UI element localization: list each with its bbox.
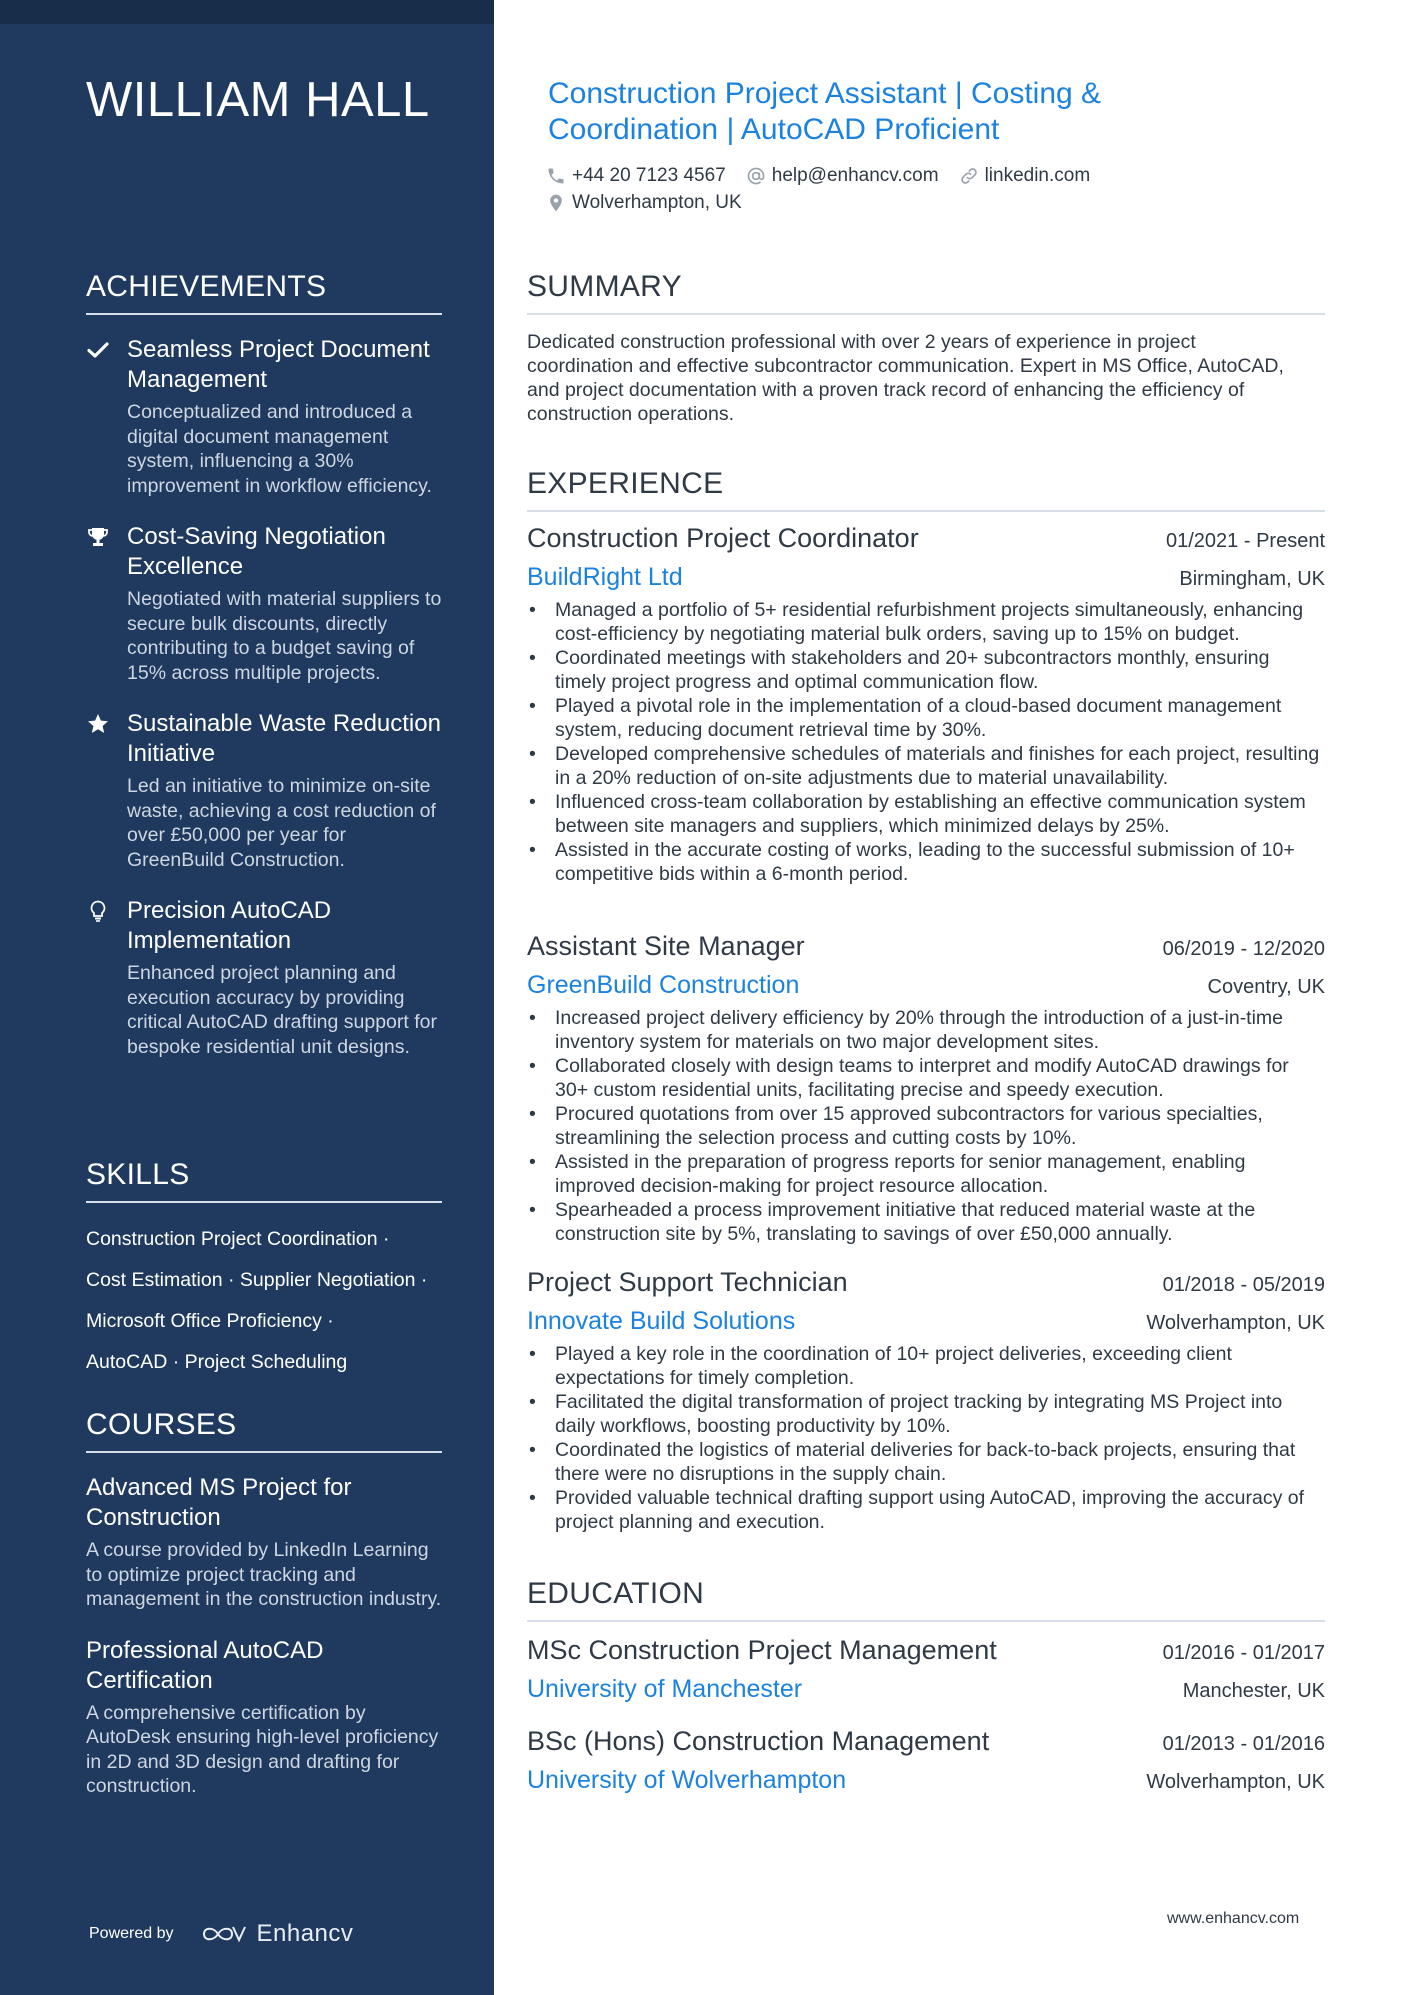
contact-phone[interactable]	[546, 165, 726, 187]
trophy-icon	[86, 525, 110, 549]
job-dates: 01/2021 - Present	[1166, 530, 1325, 552]
company-name[interactable]: BuildRight Ltd	[527, 563, 683, 591]
course-title: Professional AutoCAD Certification	[86, 1636, 324, 1694]
experience-heading: EXPERIENCE	[527, 467, 1325, 512]
degree-title: MSc Construction Project Management	[527, 1635, 997, 1665]
achievement-item	[86, 335, 442, 498]
contact-email[interactable]	[746, 165, 939, 187]
bullet-item: • Facilitated the digital transformation of project tracking by integrating MS Project into daily workflows, boosting productivity by 10%.	[527, 1390, 1325, 1438]
location-pin-icon	[546, 193, 566, 213]
job-location: Birmingham, UK	[1179, 568, 1325, 590]
education-heading: EDUCATION	[527, 1577, 1325, 1622]
bullet-item: • Played a pivotal role in the implementation of a cloud-based document management system, reducing document retrieval time by 30%.	[527, 694, 1325, 742]
achievement-title: Seamless Project Document Management	[127, 336, 430, 393]
candidate-name: WILLIAM HALL	[86, 73, 430, 127]
job-dates: 01/2018 - 05/2019	[1162, 1274, 1325, 1296]
summary-heading: SUMMARY	[527, 270, 1325, 315]
contact-row-location	[546, 192, 762, 214]
bullet-item: • Assisted in the accurate costing of works, leading to the successful submission of 10+ competitive bids within a 6-month period.	[527, 838, 1325, 886]
school-name[interactable]: University of Wolverhampton	[527, 1766, 847, 1794]
achievement-desc: Conceptualized and introduced a digital document management system, influencing a 30% improvement in workflow efficiency.	[127, 401, 432, 497]
job-location: Wolverhampton, UK	[1146, 1312, 1325, 1334]
bullet-item: • Procured quotations from over 15 approved subcontractors for various specialties, streamlining the selection process and cutting costs by 10%.	[527, 1102, 1325, 1150]
email-text: help@enhancv.com	[771, 165, 939, 186]
powered-by	[89, 1920, 353, 1948]
achievement-item	[86, 522, 442, 685]
achievements-heading: ACHIEVEMENTS	[86, 270, 442, 315]
bullet-item: • Provided valuable technical drafting support using AutoCAD, improving the accuracy of project planning and execution.	[527, 1486, 1325, 1534]
job-bullets	[527, 598, 1325, 886]
lightbulb-icon	[86, 899, 110, 923]
bullet-item: • Played a key role in the coordination of 10+ project deliveries, exceeding client expectations for timely completion.	[527, 1342, 1325, 1390]
job-dates: 06/2019 - 12/2020	[1162, 938, 1325, 960]
footer-url[interactable]: www.enhancv.com	[1167, 1910, 1300, 1927]
skill-line: Microsoft Office Proficiency ·	[86, 1310, 334, 1332]
check-icon	[86, 338, 110, 362]
company-name[interactable]: GreenBuild Construction	[527, 971, 800, 999]
achievement-desc: Led an initiative to minimize on-site waste, achieving a cost reduction of over £50,000 per year for GreenBuild Construction.	[127, 775, 436, 871]
education-dates: 01/2016 - 01/2017	[1162, 1642, 1325, 1664]
achievement-desc: Negotiated with material suppliers to secure bulk discounts, directly contributing to a budget saving of 15% across multiple projects.	[127, 588, 442, 684]
job-entry	[527, 931, 1325, 1246]
bullet-item: • Assisted in the preparation of progress reports for senior management, enabling improved decision-making for project resource allocation.	[527, 1150, 1325, 1198]
achievement-item	[86, 709, 442, 872]
course-item	[86, 1636, 442, 1799]
bullet-item: • Collaborated closely with design teams to interpret and modify AutoCAD drawings for 30+ custom residential units, facilitating precise and speedy execution.	[527, 1054, 1325, 1102]
achievement-desc: Enhanced project planning and execution accuracy by providing critical AutoCAD drafting support for bespoke residential unit designs.	[127, 962, 437, 1058]
job-title: Construction Project Coordinator	[527, 523, 919, 553]
skill-line: Construction Project Coordination ·	[86, 1228, 390, 1250]
courses-section	[86, 1408, 442, 1799]
bullet-item: • Coordinated the logistics of material deliveries for back-to-back projects, ensuring that there were no disruptions in the supply chain.	[527, 1438, 1325, 1486]
bullet-item: • Managed a portfolio of 5+ residential refurbishment projects simultaneously, enhancing cost-efficiency by negotiating material bulk orders, saving up to 15% on budget.	[527, 598, 1325, 646]
company-name[interactable]: Innovate Build Solutions	[527, 1307, 796, 1335]
headline: Construction Project Assistant | Costing & Coordination | AutoCAD Proficient	[548, 77, 1102, 146]
skill-line: AutoCAD · Project Scheduling	[86, 1351, 348, 1373]
achievement-item	[86, 896, 442, 1059]
bullet-item: • Developed comprehensive schedules of materials and finishes for each project, resulting in a 20% reduction of on-site adjustments due to material unavailability.	[527, 742, 1325, 790]
skill-line: Cost Estimation · Supplier Negotiation ·	[86, 1269, 428, 1291]
achievement-title: Precision AutoCAD Implementation	[127, 897, 332, 954]
contact-linkedin[interactable]	[959, 165, 1091, 187]
achievement-title: Cost-Saving Negotiation Excellence	[127, 523, 386, 580]
enhancv-brand: Enhancv	[256, 1920, 354, 1947]
skills-section	[86, 1158, 442, 1383]
skills-heading: SKILLS	[86, 1158, 442, 1203]
school-name[interactable]: University of Manchester	[527, 1675, 803, 1703]
job-entry	[527, 523, 1325, 886]
contact-row	[546, 165, 1110, 187]
course-title: Advanced MS Project for Construction	[86, 1474, 352, 1531]
degree-title: BSc (Hons) Construction Management	[527, 1726, 990, 1756]
bullet-item: • Increased project delivery efficiency by 20% through the introduction of a just-in-time inventory system for materials on two major development sites.	[527, 1006, 1325, 1054]
job-entry	[527, 1267, 1325, 1534]
education-dates: 01/2013 - 01/2016	[1162, 1733, 1325, 1755]
bullet-item: • Influenced cross-team collaboration by establishing an effective communication system between site managers and suppliers, which minimized delays by 25%.	[527, 790, 1325, 838]
linkedin-text: linkedin.com	[984, 165, 1091, 186]
sidebar-top-strip	[0, 0, 494, 24]
job-location: Coventry, UK	[1207, 976, 1325, 998]
achievements-section	[86, 270, 442, 1083]
education-entry	[527, 1726, 1325, 1795]
sidebar	[0, 0, 494, 1995]
bullet-item: • Spearheaded a process improvement initiative that reduced material waste at the construction site by 5%, translating to savings of over £50,000 annually.	[527, 1198, 1325, 1246]
phone-text: +44 20 7123 4567	[572, 165, 726, 186]
education-entry	[527, 1635, 1325, 1704]
course-desc: A course provided by LinkedIn Learning to optimize project tracking and management in the construction industry.	[86, 1539, 442, 1610]
at-icon	[746, 166, 766, 186]
phone-icon	[546, 166, 566, 186]
enhancv-logo[interactable]	[201, 1920, 354, 1948]
courses-heading: COURSES	[86, 1408, 442, 1453]
job-title: Assistant Site Manager	[527, 931, 805, 961]
contact-location	[546, 192, 742, 214]
location-text: Wolverhampton, UK	[572, 192, 742, 213]
school-location: Manchester, UK	[1182, 1680, 1325, 1702]
summary-text: Dedicated construction professional with over 2 years of experience in project coordination and effective subcontractor communication. Expert in MS Office, AutoCAD, and project documentation with a proven track record of enhancing the efficiency of construction operations.	[527, 331, 1284, 425]
job-bullets	[527, 1342, 1325, 1534]
link-icon	[959, 166, 979, 186]
job-title: Project Support Technician	[527, 1267, 848, 1297]
job-bullets	[527, 1006, 1325, 1246]
course-desc: A comprehensive certification by AutoDesk ensuring high-level proficiency in 2D and 3D design and drafting for construction.	[86, 1701, 439, 1797]
star-icon	[86, 712, 110, 736]
achievement-title: Sustainable Waste Reduction Initiative	[127, 710, 441, 767]
school-location: Wolverhampton, UK	[1146, 1771, 1325, 1793]
powered-by-label: Powered by	[89, 1925, 174, 1942]
bullet-item: • Coordinated meetings with stakeholders and 20+ subcontractors monthly, ensuring timely project progress and optimal communication flow.	[527, 646, 1325, 694]
course-item	[86, 1473, 442, 1612]
enhancv-logo-icon	[201, 1922, 247, 1946]
